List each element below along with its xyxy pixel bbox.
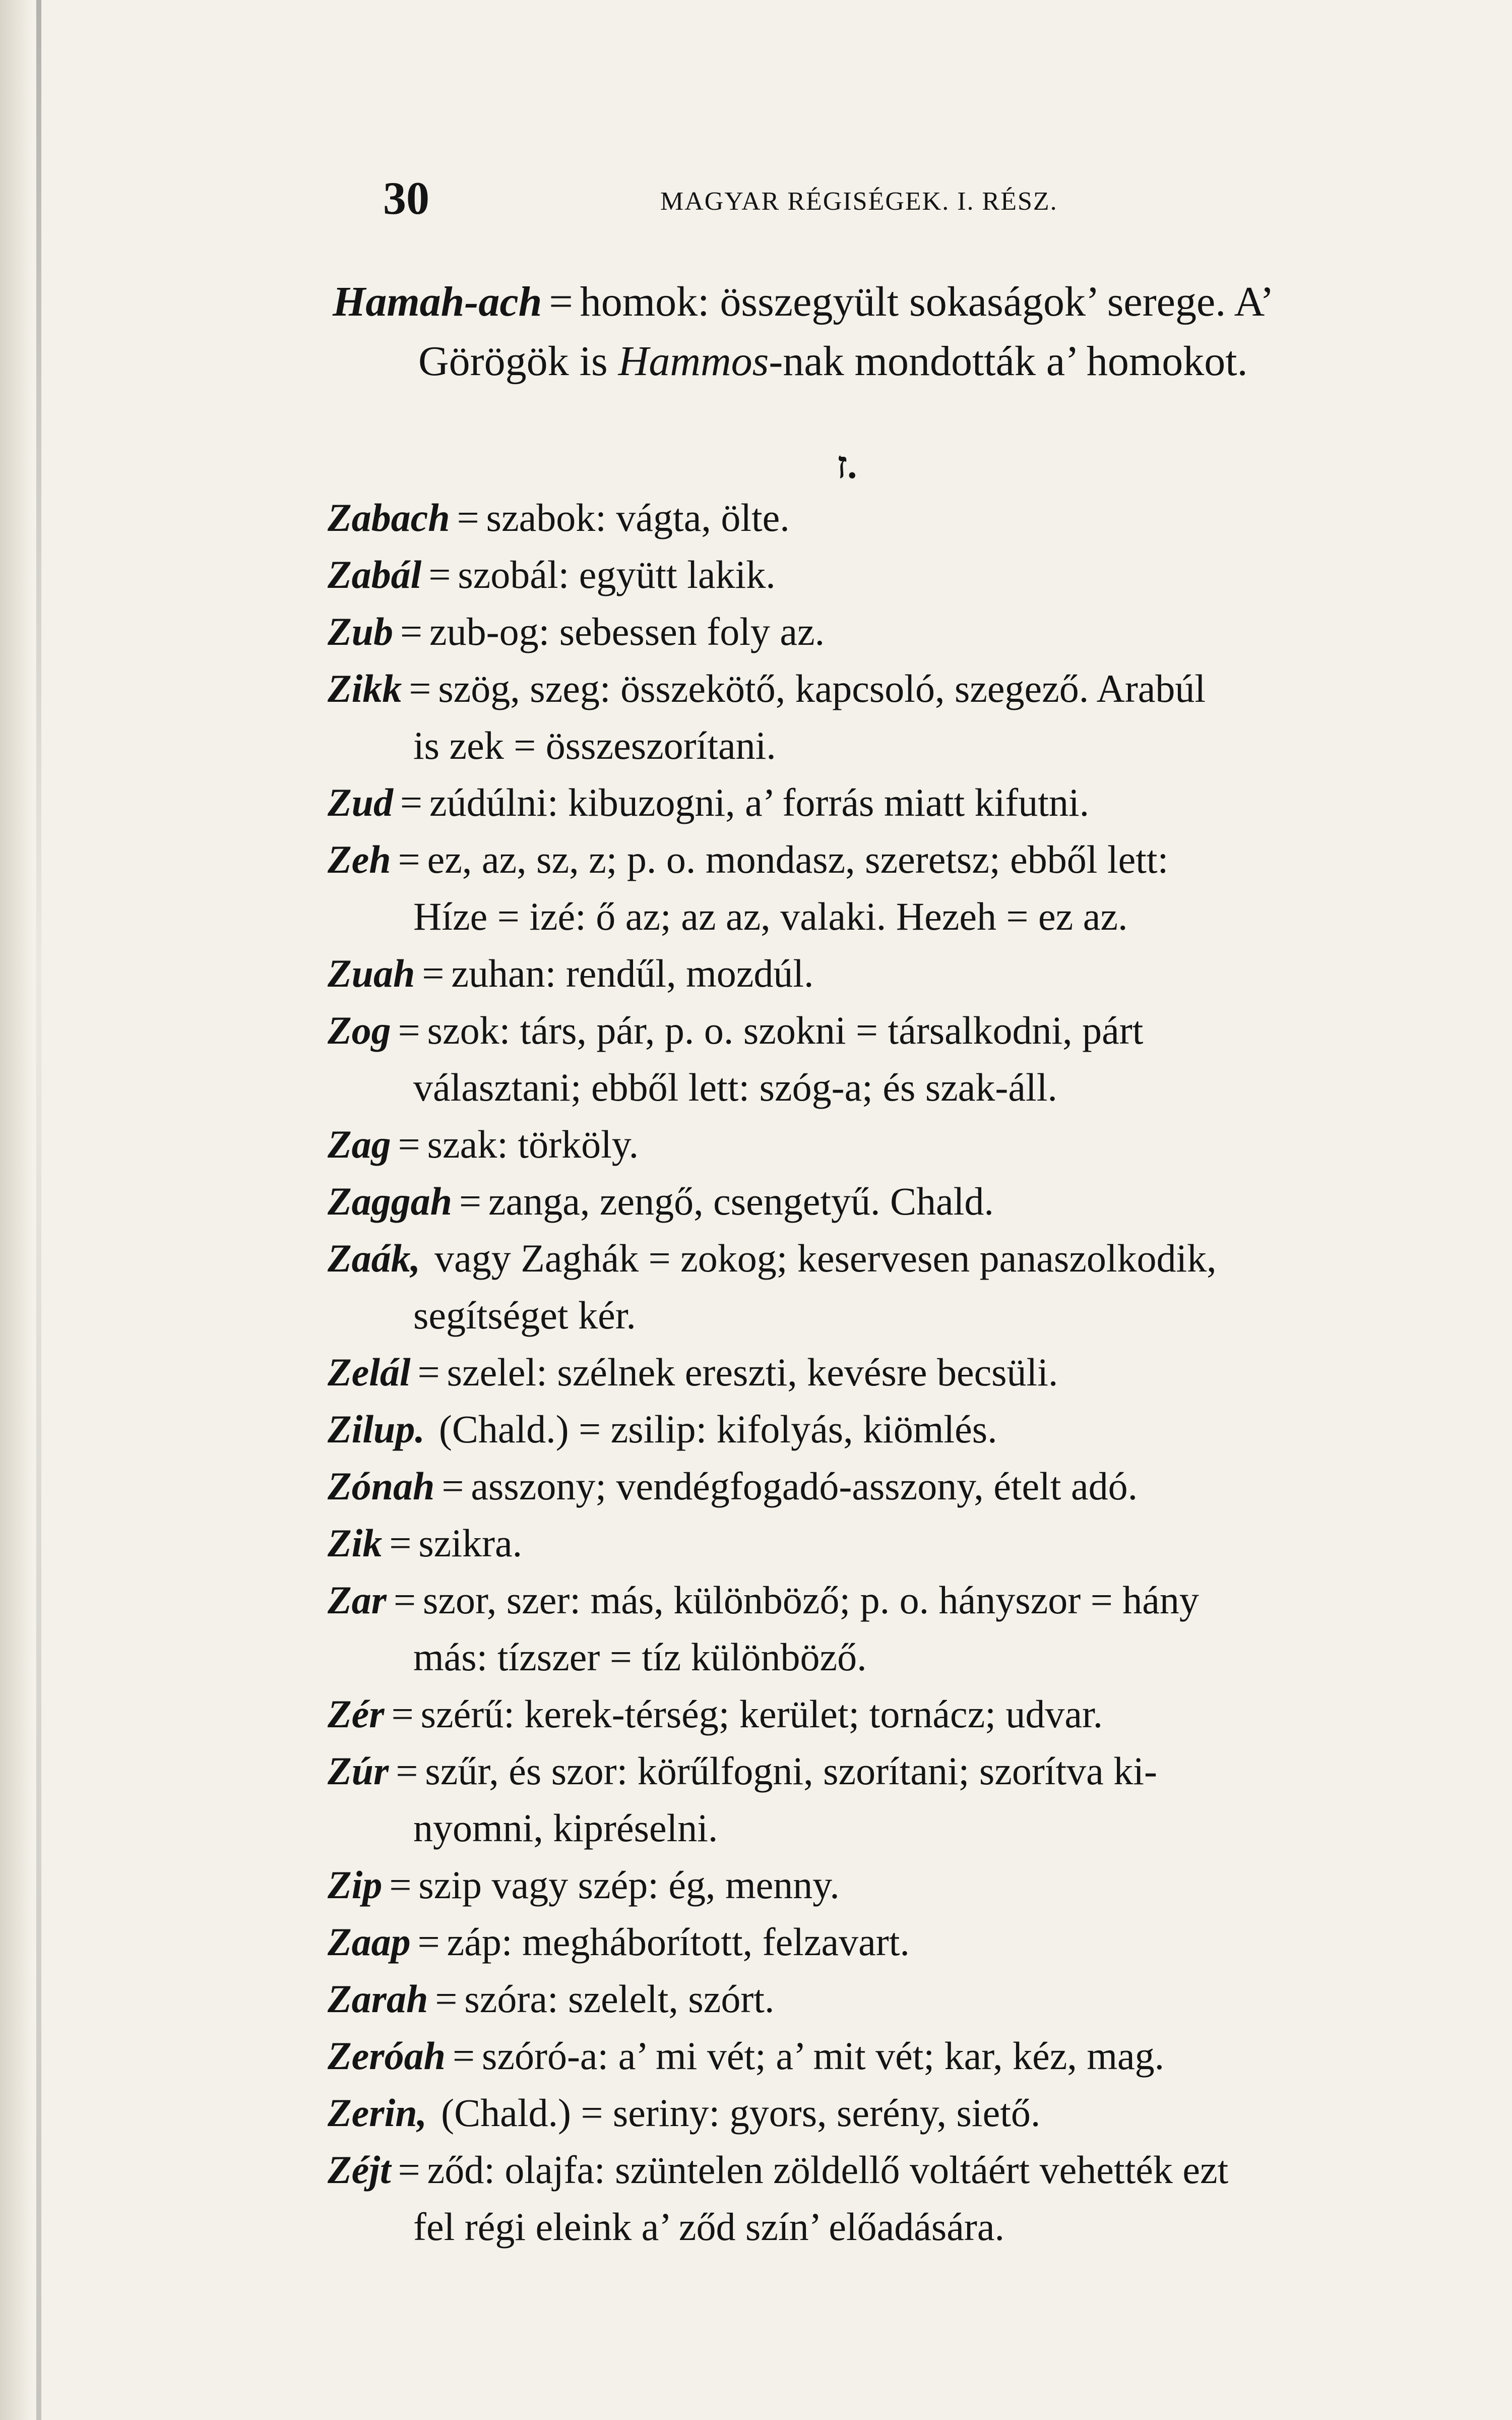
headword: Zikk xyxy=(328,667,402,710)
definition-text: segítséget kér. xyxy=(413,1293,636,1337)
headword: Zip xyxy=(328,1863,383,1907)
definition-text: szabok: vágta, ölte. xyxy=(486,496,790,539)
dictionary-entry xyxy=(328,2084,1477,2141)
entry-line xyxy=(328,831,1477,888)
equals-sign: = xyxy=(398,2148,420,2192)
dictionary-entry xyxy=(328,1230,1477,1344)
definition-text: homok: összegyült sokaságok’ serege. A’ xyxy=(580,278,1274,325)
definition-text: Híze = izé: ő az; az az, valaki. Hezeh = ez az. xyxy=(413,894,1128,938)
entry-continuation-line xyxy=(328,1059,1477,1116)
entry-continuation-line xyxy=(328,717,1477,774)
equals-sign: = xyxy=(442,1464,464,1508)
entry-line xyxy=(328,1458,1477,1515)
dictionary-entries xyxy=(328,489,1477,2255)
dictionary-entry xyxy=(328,1401,1477,1458)
equals-sign xyxy=(420,1236,434,1280)
definition-text: szérű: kerek-térség; kerület; tornácz; udvar. xyxy=(420,1692,1103,1736)
definition-text: fel régi eleink a’ ződ szín’ előadására. xyxy=(413,2205,1004,2249)
definition-text: szűr, és szor: körűlfogni, szorítani; szorítva ki- xyxy=(425,1749,1157,1793)
definition-text: asszony; vendégfogadó-asszony, ételt adó. xyxy=(471,1464,1138,1508)
spine-shadow xyxy=(36,0,41,2420)
definition-text: választani; ebből lett: szóg-a; és szak-áll. xyxy=(413,1065,1057,1109)
headword: Zuah xyxy=(328,951,415,995)
entry-line xyxy=(328,1742,1477,1799)
italic-term: Hammos xyxy=(618,338,769,385)
definition-text: szor, szer: más, különböző; p. o. hányszor = hány xyxy=(423,1578,1199,1622)
dictionary-entry xyxy=(328,1685,1477,1742)
entry-line xyxy=(328,1173,1477,1230)
entry-line xyxy=(328,1230,1477,1287)
page-number: 30 xyxy=(383,172,429,224)
entry-continuation-line xyxy=(328,888,1477,945)
equals-sign: = xyxy=(398,837,420,881)
headword: Zúr xyxy=(328,1749,389,1793)
entry-line xyxy=(328,1856,1477,1913)
dictionary-entry xyxy=(328,1571,1477,1685)
definition-text: is zek = összeszorítani. xyxy=(413,723,776,767)
headword: Zaák, xyxy=(328,1236,421,1280)
entry-line xyxy=(328,489,1477,546)
dictionary-entry xyxy=(328,546,1477,603)
entry-line xyxy=(328,1515,1477,1571)
entry-line xyxy=(328,1401,1477,1458)
entry-line xyxy=(328,1970,1477,2027)
definition-text: más: tízszer = tíz különböző. xyxy=(413,1635,867,1679)
intro-entry xyxy=(333,272,1472,391)
dictionary-entry xyxy=(328,2027,1477,2084)
headword: Zeh xyxy=(328,837,391,881)
dictionary-entry xyxy=(328,774,1477,831)
headword: Hamah-ach xyxy=(333,278,542,325)
headword: Zar xyxy=(328,1578,387,1622)
equals-sign: = xyxy=(457,496,479,539)
headword: Zabach xyxy=(328,496,450,539)
definition-text: (Chald.) = seriny: gyors, serény, siető. xyxy=(441,2091,1041,2135)
headword: Zaggah xyxy=(328,1179,453,1223)
equals-sign xyxy=(425,1407,439,1451)
definition-text: zanga, zengő, csengetyű. Chald. xyxy=(488,1179,994,1223)
definition-text: -nak mondották a’ homokot. xyxy=(769,338,1248,385)
definition-text: zuhan: rendűl, mozdúl. xyxy=(451,951,814,995)
dictionary-entry xyxy=(328,489,1477,546)
definition-text: (Chald.) = zsilip: kifolyás, kiömlés. xyxy=(438,1407,997,1451)
page-edge xyxy=(0,0,32,2420)
definition-text: szak: törköly. xyxy=(427,1122,639,1166)
headword: Zik xyxy=(328,1521,383,1565)
headword: Zeróah xyxy=(328,2034,446,2078)
dictionary-entry xyxy=(328,1116,1477,1173)
entry-line xyxy=(328,2141,1477,2198)
headword: Zaap xyxy=(328,1920,411,1964)
headword: Zelál xyxy=(328,1350,411,1394)
definition-text: szóra: szelelt, szórt. xyxy=(464,1977,775,2021)
definition-text: záp: megháborított, felzavart. xyxy=(447,1920,910,1964)
definition-text: szok: társ, pár, p. o. szokni = társalkodni, párt xyxy=(427,1008,1144,1052)
headword: Zónah xyxy=(328,1464,435,1508)
definition-text: szög, szeg: összekötő, kapcsoló, szegező. Arabúl xyxy=(438,667,1206,710)
headword: Zag xyxy=(328,1122,391,1166)
equals-sign: = xyxy=(400,780,423,824)
dictionary-entry xyxy=(328,1742,1477,1856)
entry-line xyxy=(328,1116,1477,1173)
equals-sign: = xyxy=(453,2034,475,2078)
definition-text: ez, az, sz, z; p. o. mondasz, szeretsz; ebből lett: xyxy=(427,837,1169,881)
equals-sign: = xyxy=(400,610,423,653)
equals-sign: = xyxy=(391,1692,414,1736)
definition-text: zúdúlni: kibuzogni, a’ forrás miatt kifutni. xyxy=(429,780,1090,824)
dictionary-entry xyxy=(328,2141,1477,2255)
equals-sign: = xyxy=(428,553,451,596)
equals-sign: = xyxy=(409,667,431,710)
equals-sign xyxy=(427,2091,441,2135)
equals-sign: = xyxy=(417,1920,440,1964)
entry-line xyxy=(328,774,1477,831)
section-letter-mark: ז. xyxy=(837,444,857,487)
definition-text: ződ: olajfa: szüntelen zöldellő voltáért vehették ezt xyxy=(427,2148,1229,2192)
entry-line xyxy=(328,546,1477,603)
entry-line xyxy=(328,2027,1477,2084)
headword: Zabál xyxy=(328,553,422,596)
page-header xyxy=(383,171,1391,232)
entry-line xyxy=(328,1685,1477,1742)
definition-text: szip vagy szép: ég, menny. xyxy=(418,1863,840,1907)
entry-line xyxy=(328,1913,1477,1970)
entry-line xyxy=(328,2084,1477,2141)
dictionary-entry xyxy=(328,1913,1477,1970)
dictionary-entry xyxy=(328,1856,1477,1913)
definition-text: nyomni, kipréselni. xyxy=(413,1806,718,1850)
equals-sign: = xyxy=(422,951,445,995)
headword: Zerin, xyxy=(328,2091,427,2135)
entry-continuation-line xyxy=(328,2198,1477,2255)
entry-continuation-line xyxy=(328,1287,1477,1344)
equals-sign: = xyxy=(435,1977,458,2021)
equals-sign: = xyxy=(389,1521,412,1565)
definition-text: szobál: együtt lakik. xyxy=(458,553,776,596)
definition-text: szelel: szélnek ereszti, kevésre becsüli. xyxy=(447,1350,1058,1394)
dictionary-entry xyxy=(328,1515,1477,1571)
equals-sign: = xyxy=(549,278,573,325)
entry-continuation-line xyxy=(328,1628,1477,1685)
equals-sign: = xyxy=(396,1749,418,1793)
headword: Zarah xyxy=(328,1977,428,2021)
headword: Zilup. xyxy=(328,1407,425,1451)
dictionary-entry xyxy=(328,1344,1477,1401)
intro-line-2 xyxy=(333,332,1472,391)
definition-text: Görögök is xyxy=(418,338,618,385)
dictionary-entry xyxy=(328,1173,1477,1230)
entry-line xyxy=(328,1002,1477,1059)
dictionary-entry xyxy=(328,945,1477,1002)
equals-sign: = xyxy=(389,1863,412,1907)
entry-line xyxy=(328,660,1477,717)
entry-line xyxy=(328,1571,1477,1628)
headword: Zér xyxy=(328,1692,385,1736)
headword: Zub xyxy=(328,610,394,653)
equals-sign: = xyxy=(398,1008,420,1052)
equals-sign: = xyxy=(394,1578,416,1622)
equals-sign: = xyxy=(417,1350,440,1394)
entry-line xyxy=(328,1344,1477,1401)
dictionary-entry xyxy=(328,831,1477,945)
dictionary-entry xyxy=(328,660,1477,774)
equals-sign: = xyxy=(398,1122,420,1166)
definition-text: zub-og: sebessen foly az. xyxy=(429,610,825,653)
dictionary-entry xyxy=(328,603,1477,660)
definition-text: vagy Zaghák = zokog; keservesen panaszolkodik, xyxy=(434,1236,1217,1280)
entry-line xyxy=(328,945,1477,1002)
headword: Zud xyxy=(328,780,394,824)
intro-line-1 xyxy=(333,272,1472,332)
definition-text: szóró-a: a’ mi vét; a’ mit vét; kar, kéz, mag. xyxy=(482,2034,1165,2078)
entry-continuation-line xyxy=(328,1799,1477,1856)
equals-sign: = xyxy=(459,1179,482,1223)
running-title: MAGYAR RÉGISÉGEK. I. RÉSZ. xyxy=(660,187,1058,216)
definition-text: szikra. xyxy=(418,1521,523,1565)
headword: Zéjt xyxy=(328,2148,391,2192)
entry-line xyxy=(328,603,1477,660)
dictionary-entry xyxy=(328,1970,1477,2027)
dictionary-entry xyxy=(328,1458,1477,1515)
headword: Zog xyxy=(328,1008,391,1052)
dictionary-entry xyxy=(328,1002,1477,1116)
